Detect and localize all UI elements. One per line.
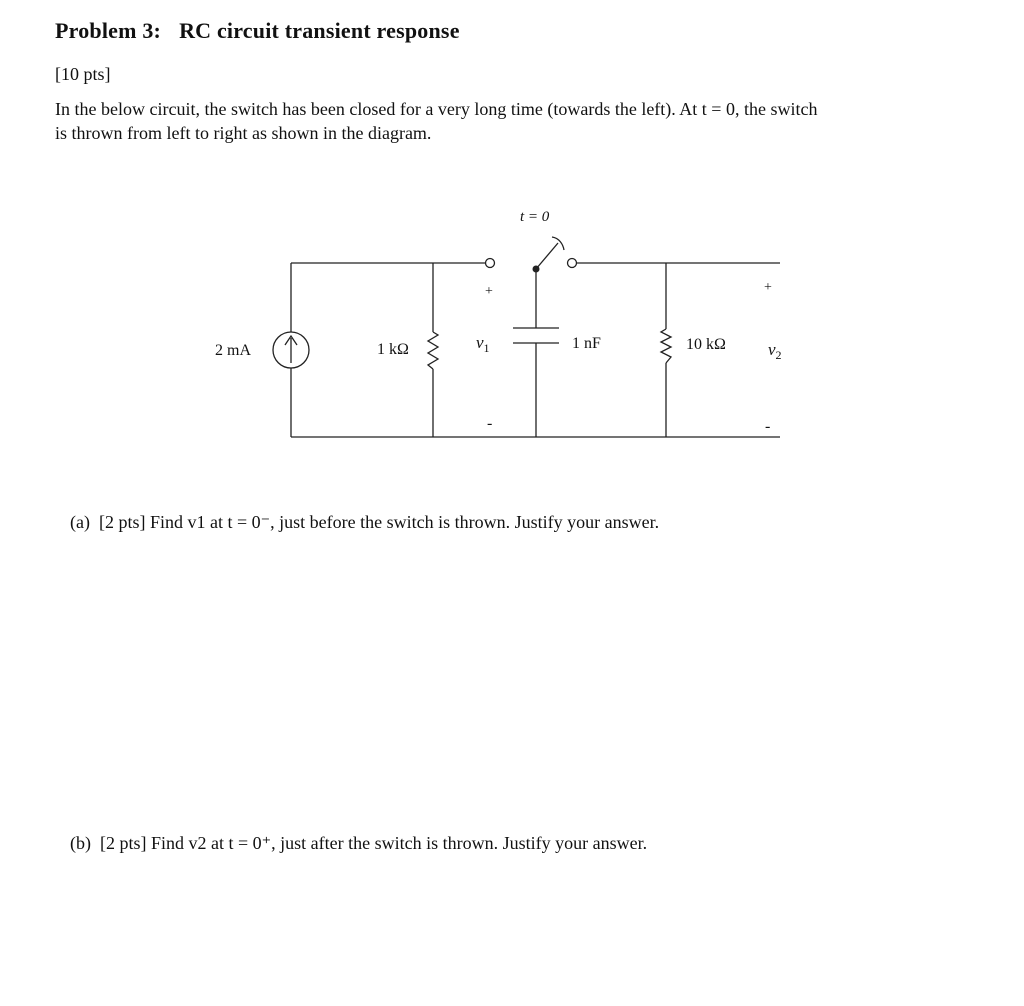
r2-label: 10 kΩ bbox=[686, 336, 726, 353]
problem-intro bbox=[55, 97, 985, 145]
problem-points: [10 pts] bbox=[55, 64, 111, 84]
question-b-points: [2 pts] bbox=[100, 833, 147, 853]
r1-label: 1 kΩ bbox=[377, 341, 409, 358]
problem-number: Problem 3: bbox=[55, 18, 162, 43]
v1-label: $v_1$ bbox=[476, 333, 490, 355]
problem-title bbox=[55, 18, 460, 44]
question-a-points: [2 pts] bbox=[98, 512, 146, 532]
switch-right-terminal bbox=[568, 259, 577, 268]
v1-minus: - bbox=[487, 415, 493, 432]
question-a-tag: (a) bbox=[70, 512, 90, 532]
rc-circuit-diagram bbox=[200, 195, 800, 455]
switch-pivot bbox=[533, 266, 540, 273]
switch-label: t = 0 bbox=[520, 209, 550, 225]
intro-line-2: is thrown from left to right as shown in the diagram. bbox=[55, 123, 432, 143]
intro-line-1: In the below circuit, the switch has been closed for a very long time (towards the left). At t = 0, the switch bbox=[55, 99, 818, 119]
switch-arm bbox=[536, 243, 558, 269]
switch-left-terminal bbox=[486, 259, 495, 268]
question-b-tag: (b) bbox=[70, 833, 91, 853]
question-b-text: Find v2 at t = 0⁺, just after the switch is thrown. Justify your answer. bbox=[151, 833, 648, 853]
cap-label: 1 nF bbox=[572, 335, 601, 352]
v2-plus: + bbox=[764, 280, 772, 295]
source-label: 2 mA bbox=[215, 342, 251, 359]
resistor-1k bbox=[428, 332, 438, 369]
question-a bbox=[70, 512, 659, 533]
question-a-text: Find v1 at t = 0⁻, just before the switch is thrown. Justify your answer. bbox=[149, 512, 660, 532]
current-source-arrow bbox=[285, 336, 297, 363]
v1-plus: + bbox=[485, 284, 493, 299]
problem-name: RC circuit transient response bbox=[179, 18, 460, 43]
resistor-10k bbox=[661, 329, 671, 363]
question-b bbox=[70, 833, 647, 854]
v2-label: $v_2$ bbox=[768, 340, 782, 362]
v2-minus: - bbox=[765, 418, 771, 435]
